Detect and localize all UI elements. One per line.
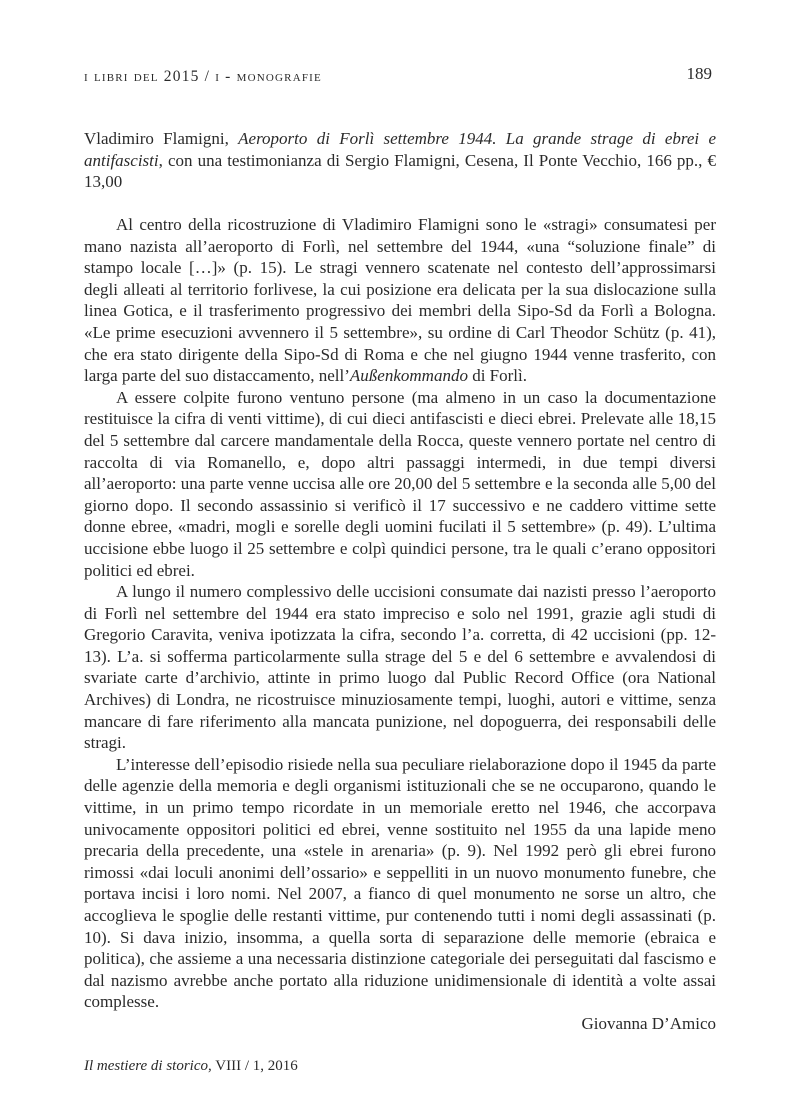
paragraph-1: [84, 214, 716, 387]
paragraph-3: A lungo il numero complessivo delle uccisioni consumate dai nazisti presso l’aeroporto di Forlì nel settembre del 1944 era stato impreciso e solo nel 1991, grazie agli studi di Gregorio Caravita, veniva ipotizzata la cifra, secondo l’a. corretta, di 42 uccisioni (pp. 12-13). L’a. si sofferma particolarmente sulla strage del 5 e del 6 settembre e avvalendosi di svariate carte d’archivio, attinte in primo luogo dal Public Record Office (ora National Archives) di Londra, ne ricostruisce minuziosamente tempi, luoghi, autori e vittime, senza mancare di fare riferimento alla mancata punizione, nel dopoguerra, dei responsabili delle stragi.: [84, 582, 716, 753]
paragraph-1-text-b: di Forlì.: [467, 366, 527, 386]
citation-author: Vladimiro Flamigni,: [84, 129, 239, 148]
review-body: [84, 214, 716, 1035]
paragraph-4: L’interesse dell’episodio risiede nella sua peculiare rielaborazione dopo il 1945 da parte delle agenzie della memoria e degli organismi istituzionali che se ne occuparono, quando le vittime, in un primo tempo ricordate in un memoriale eretto nel 1946, che accorpava univocamente oppositori politici ed ebrei, venne sostituito nel 1955 da una lapide meno precaria della precedente, una «stele in arenaria» (p. 9). Nel 1992 però gli ebrei furono rimossi «dai loculi anonimi dell’ossario» e seppelliti in un nuovo monumento funebre, che portava incisi i loro nomi. Nel 2007, a fianco di quel monumento ne sorse un altro, che accoglieva le spoglie delle restanti vittime, pur contenendo tutti i nomi degli assassinati (p. 10). Si dava inizio, insomma, a quella sorta di separazione delle memorie (ebraica e politica), che assieme a una necessaria distinzione categoriale dei perseguitati dal fascismo e dal nazismo avrebbe anche portato alla riduzione unidimensionale di identità a volte assai complesse.: [84, 754, 716, 1012]
paragraph-1-italic: Außenkommando: [349, 366, 468, 386]
journal-title: Il mestiere di storico: [84, 1058, 209, 1074]
citation-title: Aeroporto di Forlì settembre 1944. La grande strage di ebrei e antifascisti: [84, 129, 716, 170]
running-head: i libri del 2015 / i - monografie: [84, 68, 322, 85]
journal-footer: [84, 1058, 298, 1075]
page-number: 189: [686, 64, 712, 83]
paragraph-1-text-a: Al centro della ricostruzione di Vladimiro Flamigni sono le «stragi» consumatesi per mano nazista all’aeroporto di Forlì, nel settembre del 1944, «una “soluzione finale” di stampo locale […]» (p. 15). Le stragi vennero scatenate nel contesto dell’approssimarsi degli alleati al territorio forlivese, la cui posizione era delicata per la sua dislocazione sulla linea Gotica, e il trasferimento progressivo dei membri della Sipo-Sd da Forlì a Bologna. «Le prime esecuzioni avvennero il 5 settembre», su ordine di Carl Theodor Schütz (p. 41), che era stato dirigente della Sipo-Sd di Roma e che nel giugno 1944 venne trasferito, con larga parte del suo distaccamento, nell’: [84, 215, 716, 386]
paragraph-2: A essere colpite furono ventuno persone (ma almeno in un caso la documentazione restituisce la cifra di venti vittime), di cui dieci antifascisti e dieci ebrei. Prelevate alle 18,15 del 5 settembre dal carcere mandamentale della Rocca, queste vennero portate nel centro di raccolta di via Romanello, e, dopo altri passaggi intermedi, in due tempi diversi all’aeroporto: una parte venne uccisa alle ore 20,00 del 5 settembre e la seconda alle 5,00 del giorno dopo. Il secondo assassinio si verificò il 17 successivo e ne caddero vittime sette donne ebree, «madri, mogli e sorelle degli uomini fucilati il 5 settembre» (p. 49). L’ultima uccisione ebbe luogo il 25 settembre e colpì quindici persone, tra le quali c’erano oppositori politici ed ebrei.: [84, 387, 716, 580]
citation-details: , con una testimonianza di Sergio Flamigni, Cesena, Il Ponte Vecchio, 166 pp., € 13,00: [84, 150, 716, 192]
reviewer-signature: Giovanna D’Amico: [581, 1013, 716, 1033]
journal-issue: , VIII / 1, 2016: [208, 1058, 298, 1074]
book-citation: [84, 128, 716, 193]
